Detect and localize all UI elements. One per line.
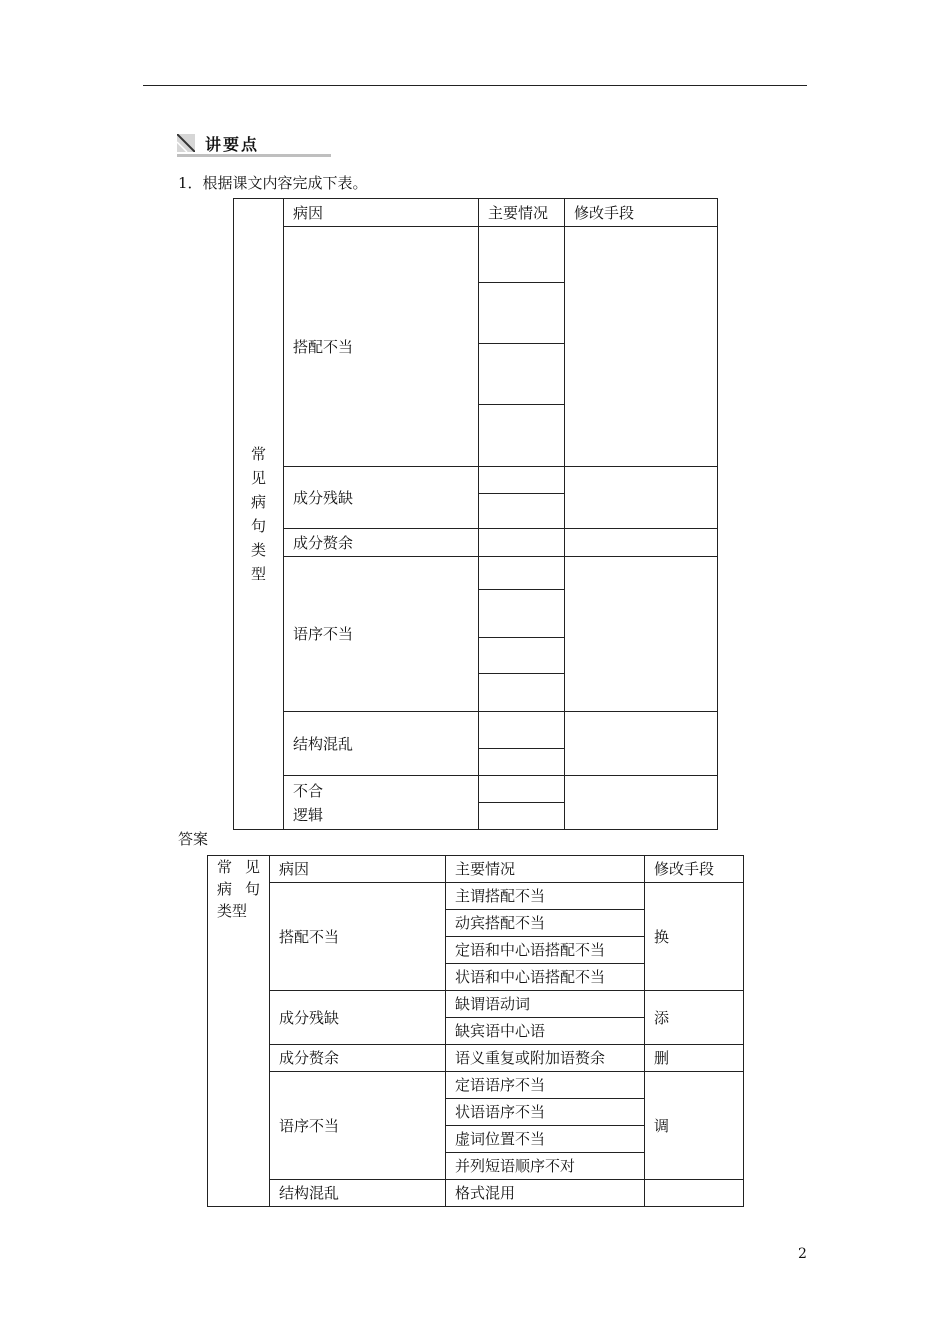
situation-cell: 缺宾语中心语: [446, 1018, 645, 1045]
situation-cell: 并列短语顺序不对: [446, 1153, 645, 1180]
blank-fix-cell[interactable]: [565, 776, 718, 830]
blank-situation-cell[interactable]: [479, 749, 565, 776]
cause-cell: 成分残缺: [284, 467, 479, 529]
cause-cell-logic: 不合 逻辑: [284, 776, 479, 830]
situation-cell: 缺谓语动词: [446, 991, 645, 1018]
page-number: 2: [798, 1246, 807, 1262]
section-title: 讲要点: [205, 135, 260, 154]
question-text: 1．根据课文内容完成下表。: [178, 174, 368, 192]
cause-cell: 搭配不当: [270, 883, 446, 991]
blank-situation-cell[interactable]: [479, 283, 565, 344]
section-underline: [177, 154, 331, 157]
situation-cell: 状语和中心语搭配不当: [446, 964, 645, 991]
fix-cell: [645, 1180, 744, 1207]
blank-situation-cell[interactable]: [479, 529, 565, 557]
category-cell: 常 见 病 句 类型: [208, 856, 270, 1207]
header-situation: 主要情况: [479, 199, 565, 227]
blank-situation-cell[interactable]: [479, 494, 565, 529]
cause-cell: 结构混乱: [284, 712, 479, 776]
category-cell: 常 见 病 句 类 型: [234, 199, 284, 830]
blank-situation-cell[interactable]: [479, 590, 565, 638]
blank-situation-cell[interactable]: [479, 344, 565, 405]
cause-cell: 语序不当: [270, 1072, 446, 1180]
blank-situation-cell[interactable]: [479, 638, 565, 674]
header-cause: 病因: [270, 856, 446, 883]
situation-cell: 定语语序不当: [446, 1072, 645, 1099]
cause-cell: 成分赘余: [270, 1045, 446, 1072]
cause-cell: 成分赘余: [284, 529, 479, 557]
situation-cell: 动宾搭配不当: [446, 910, 645, 937]
header-situation: 主要情况: [446, 856, 645, 883]
section-heading: [177, 130, 331, 158]
question-table: [233, 198, 718, 830]
blank-situation-cell[interactable]: [479, 803, 565, 830]
cause-cell: 成分残缺: [270, 991, 446, 1045]
situation-cell: 虚词位置不当: [446, 1126, 645, 1153]
fix-cell: 添: [645, 991, 744, 1045]
header-fix: 修改手段: [645, 856, 744, 883]
situation-cell: 定语和中心语搭配不当: [446, 937, 645, 964]
blank-situation-cell[interactable]: [479, 776, 565, 803]
situation-cell: 状语语序不当: [446, 1099, 645, 1126]
blank-fix-cell[interactable]: [565, 227, 718, 467]
cause-cell: 结构混乱: [270, 1180, 446, 1207]
situation-cell: 语义重复或附加语赘余: [446, 1045, 645, 1072]
blank-situation-cell[interactable]: [479, 467, 565, 494]
blank-fix-cell[interactable]: [565, 712, 718, 776]
cause-cell: 语序不当: [284, 557, 479, 712]
blank-fix-cell[interactable]: [565, 529, 718, 557]
answer-table: [207, 855, 744, 1207]
blank-fix-cell[interactable]: [565, 467, 718, 529]
fix-cell: 换: [645, 883, 744, 991]
blank-situation-cell[interactable]: [479, 227, 565, 283]
answer-label: 答案: [178, 830, 209, 848]
header-cause: 病因: [284, 199, 479, 227]
header-rule: [143, 85, 807, 86]
blank-situation-cell[interactable]: [479, 405, 565, 467]
header-fix: 修改手段: [565, 199, 718, 227]
blank-situation-cell[interactable]: [479, 557, 565, 590]
blank-fix-cell[interactable]: [565, 557, 718, 712]
diagonal-line-icon: [177, 134, 195, 152]
blank-situation-cell[interactable]: [479, 712, 565, 749]
situation-cell: 格式混用: [446, 1180, 645, 1207]
blank-situation-cell[interactable]: [479, 674, 565, 712]
situation-cell: 主谓搭配不当: [446, 883, 645, 910]
fix-cell: 删: [645, 1045, 744, 1072]
fix-cell: 调: [645, 1072, 744, 1180]
cause-cell: 搭配不当: [284, 227, 479, 467]
